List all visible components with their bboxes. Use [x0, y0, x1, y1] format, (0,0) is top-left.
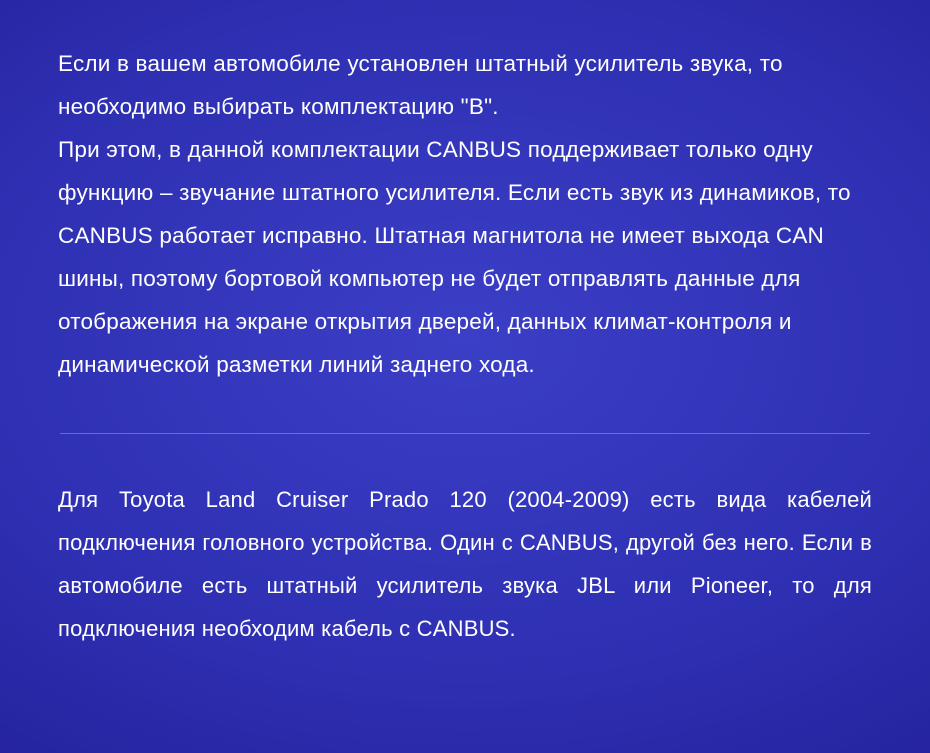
paragraph-prado-cables: Для Toyota Land Cruiser Prado 120 (2004-2009) есть вида кабелей подключения головного устройства. Один с CANBUS, другой без него. Если в автомобиле есть штатный усилитель звука JBL или Pioneer, то для подключения необходим кабель с CANBUS. — [58, 487, 872, 641]
paragraph-canbus-details: При этом, в данной комплектации CANBUS поддерживает только одну функцию – звучание штатного усилителя. Если есть звук из динамиков, то CANBUS работает исправно. Штатная магнитола не имеет выхода CAN шины, поэтому бортовой компьютер не будет отправлять данные для отображения на экране открытия дверей, данных климат-контроля и динамической разметки линий заднего хода. — [58, 137, 851, 377]
paragraph-amplifier-note: Если в вашем автомобиле установлен штатный усилитель звука, то необходимо выбирать комплектацию "B". — [58, 51, 783, 119]
section-divider — [60, 433, 870, 434]
